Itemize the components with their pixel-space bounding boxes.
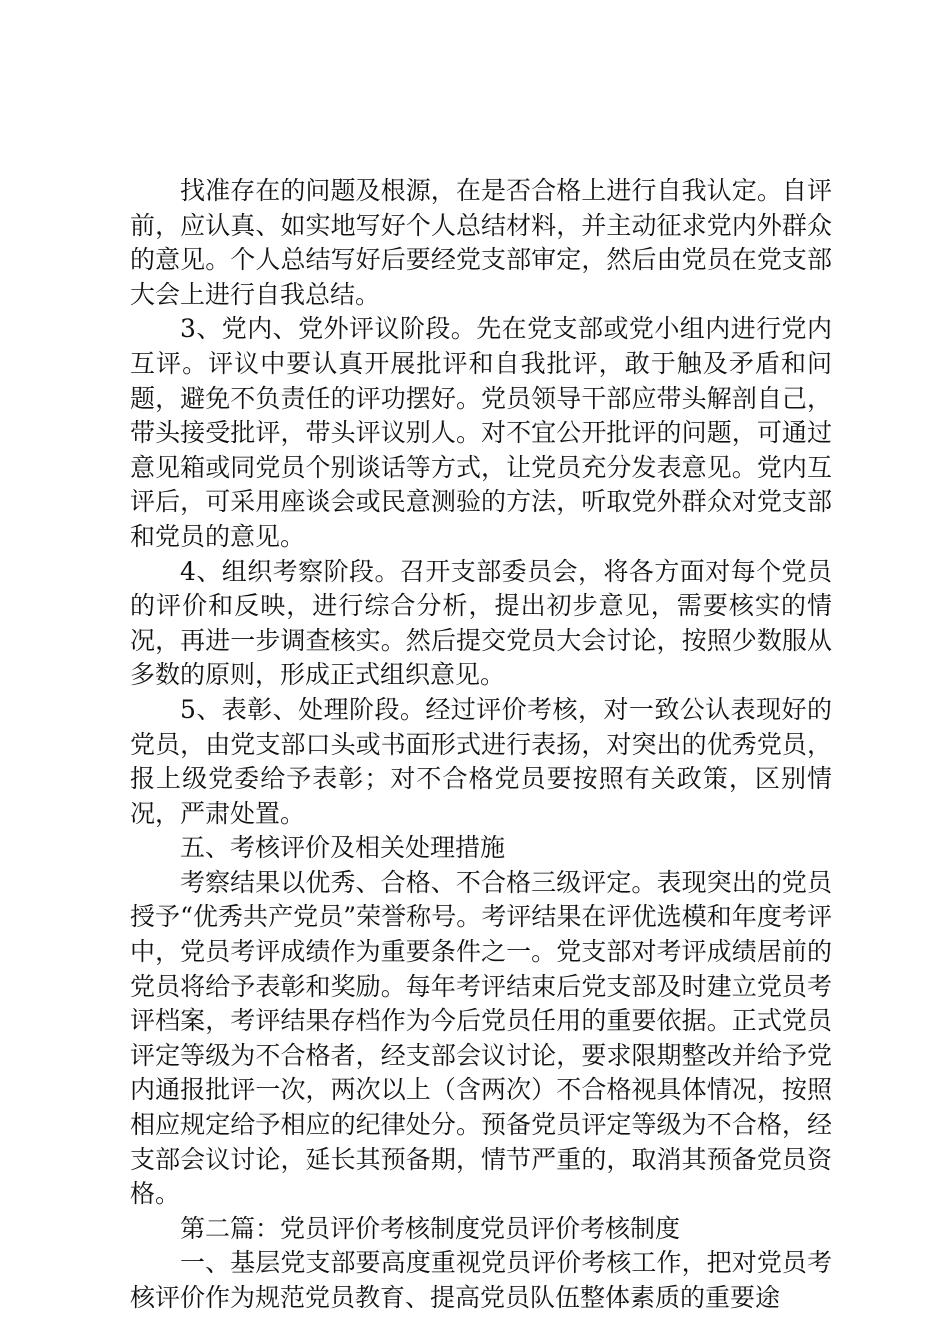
paragraph-branch-requirements: 一、基层党支部要高度重视党员评价考核工作，把对党员考核评价作为规范党员教育、提高党员队伍整体素质的重要途 — [130, 1248, 832, 1312]
chapter-heading-two: 第二篇：党员评价考核制度党员评价考核制度 — [180, 1213, 681, 1243]
paragraph-self-evaluation: 找准存在的问题及根源，在是否合格上进行自我认定。自评前，应认真、如实地写好个人总结材料，并主动征求党内外群众的意见。个人总结写好后要经党支部审定，然后由党员在党支部大会上进行自我总结。 — [130, 176, 832, 309]
paragraph-mutual-review: 3、党内、党外评议阶段。先在党支部或党小组内进行党内互评。评议中要认真开展批评和自我批评，敢于触及矛盾和问题，避免不负责任的评功摆好。党员领导干部应带头解剖自己，带头接受批评，带头评议别人。对不宜公开批评的问题，可通过意见箱或同党员个别谈话等方式，让党员充分发表意见。党内互评后，可采用座谈会或民意测验的方法，听取党外群众对党支部和党员的意见。 — [130, 314, 832, 551]
paragraph-organization-review: 4、组织考察阶段。召开支部委员会，将各方面对每个党员的评价和反映，进行综合分析，提出初步意见，需要核实的情况，再进一步调查核实。然后提交党员大会讨论，按照少数服从多数的原则，形成正式组织意见。 — [130, 556, 832, 690]
paragraph-commendation: 5、表彰、处理阶段。经过评价考核，对一致公认表现好的党员，由党支部口头或书面形式进行表扬，对突出的优秀党员，报上级党委给予表彰；对不合格党员要按照有关政策，区别情况，严肃处置。 — [130, 694, 832, 828]
document-page — [130, 174, 832, 1316]
paragraph-assessment-results: 考察结果以优秀、合格、不合格三级评定。表现突出的党员授予“优秀共产党员”荣誉称号。考评结果在评优选模和年度考评中，党员考评成绩作为重要条件之一。党支部对考评成绩居前的党员将给予表彰和奖励。每年考评结束后党支部及时建立党员考评档案，考评结果存档作为今后党员任用的重要依据。正式党员评定等级为不合格者，经支部会议讨论，要求限期整改并给予党内通报批评一次，两次以上（含两次）不合格视具体情况，按照相应规定给予相应的纪律处分。预备党员评定等级为不合格，经支部会议讨论，延长其预备期，情节严重的，取消其预备党员资格。 — [130, 867, 832, 1209]
section-heading-five: 五、考核评价及相关处理措施 — [180, 833, 506, 863]
